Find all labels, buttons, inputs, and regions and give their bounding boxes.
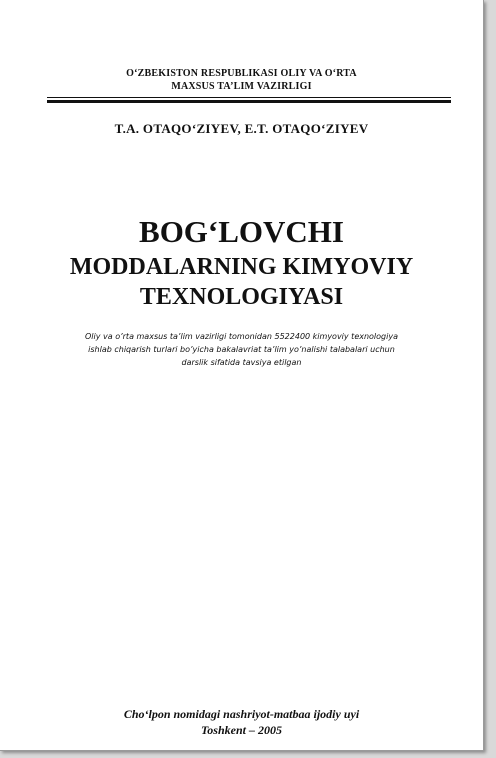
- approval-note-line-3: darslik sifatida tavsiya etilgan: [181, 358, 302, 367]
- approval-note-line-1: Oliy va o’rta maxsus ta’lim vazirligi tomonidan 5522400 kimyoviy texnologiya: [85, 332, 398, 341]
- book-title-line-2: MODDALARNING KIMYOVIY: [69, 254, 414, 280]
- approval-note-line-2: ishlab chiqarish turlari bo’yicha bakalavriat ta’lim yo’nalishi talabalari uchun: [88, 345, 395, 354]
- publisher-name: Cho‘lpon nomidagi nashriyot-matbaa ijodiy uyi: [123, 707, 360, 721]
- book-title-line-3: TEXNOLOGIYASI: [139, 284, 344, 310]
- header-rule-thin: [47, 97, 451, 98]
- publisher-place-year: Toshkent – 2005: [201, 723, 282, 737]
- ministry-line-1: O‘ZBEKISTON RESPUBLIKASI OLIY VA O‘RTA: [126, 68, 357, 79]
- header-rule-thick: [47, 100, 451, 103]
- book-title-line-1: BOG‘LOVCHI: [139, 214, 344, 249]
- ministry-line-2: MAXSUS TA’LIM VAZIRLIGI: [171, 81, 312, 92]
- authors: T.A. OTAQO‘ZIYEV, E.T. OTAQO‘ZIYEV: [114, 121, 369, 136]
